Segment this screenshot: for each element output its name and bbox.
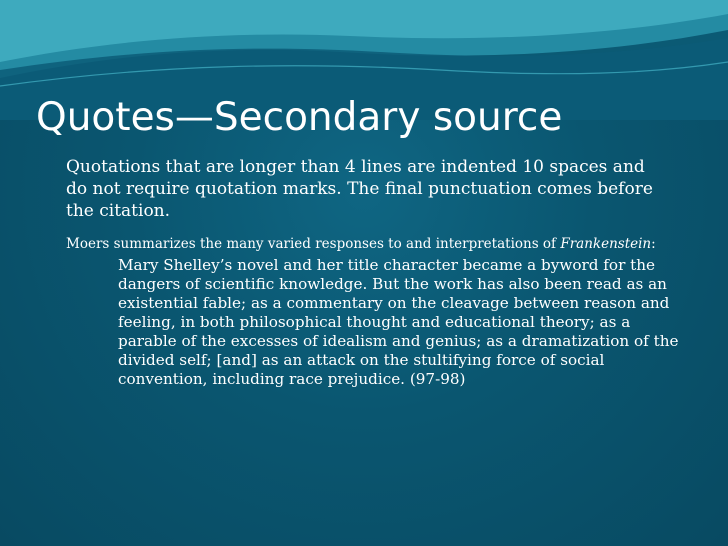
- slide-body: [66, 156, 696, 389]
- intro-paragraph: Quotations that are longer than 4 lines are indented 10 spaces and do not require quotation marks. The final punctuation comes before the citation.: [66, 157, 653, 221]
- slide-title: Quotes—Secondary source: [36, 95, 563, 140]
- lead-sentence: [66, 235, 696, 254]
- lead-end: :: [651, 236, 656, 252]
- lead-text: Moers summarizes the many varied responses to and interpretations of: [66, 236, 561, 252]
- book-title: Frankenstein: [560, 236, 652, 252]
- block-quote: Mary Shelley’s novel and her title character became a byword for the dangers of scientific knowledge. But the work has also been read as an existential fable; as a commentary on the cleavage between reason and feeling, in both philosophical thought and educational theory; as a parable of the excesses of idealism and genius; as a dramatization of the divided self; [and] as an attack on the stultifying force of social convention, including race prejudice. (97-98): [118, 256, 679, 388]
